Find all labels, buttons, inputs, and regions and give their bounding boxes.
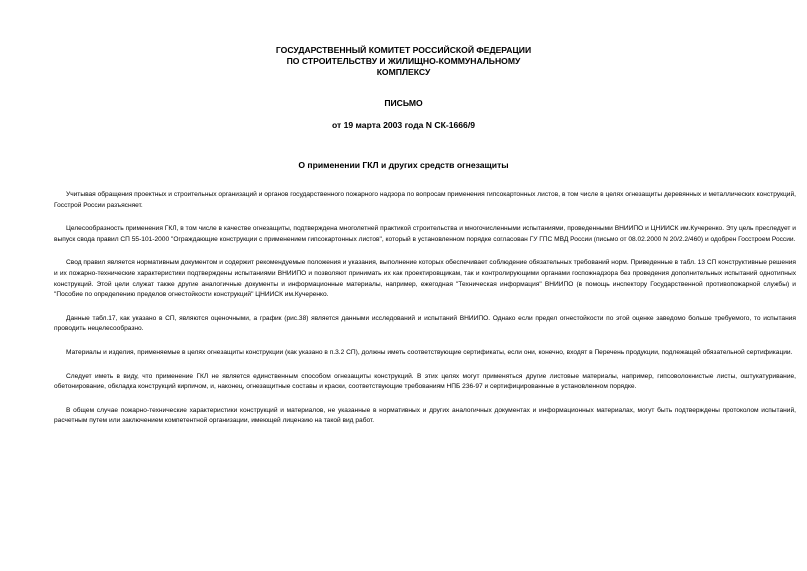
org-line-2: ПО СТРОИТЕЛЬСТВУ И ЖИЛИЩНО-КОММУНАЛЬНОМУ (286, 56, 521, 66)
paragraph-1: Учитывая обращения проектных и строительных организаций и органов государственного пожарного надзора по вопросам применения гипсокартонных листов, в том числе в целях огнезащиты деревянных и металлических конструкций, Госстрой России разъясняет. (54, 191, 796, 209)
paragraph-4: Данные табл.17, как указано в СП, являются оценочными, а график (рис.38) является данными исследований и испытаний ВНИИПО. Однако если предел огнестойкости по этой оценке заведомо больше требуемого, то испытания проводить нецелесообразно. (54, 314, 796, 333)
document-date-number: от 19 марта 2003 года N СК-1666/9 (331, 120, 476, 130)
org-line-1: ГОСУДАРСТВЕННЫЙ КОМИТЕТ РОССИЙСКОЙ ФЕДЕРАЦИИ (275, 45, 532, 55)
document-type: ПИСЬМО (384, 98, 423, 108)
paragraph-3: Свод правил является нормативным документом и содержит рекомендуемые положения и указания, выполнение которых обеспечивает соблюдение обязательных требований норм. Приведенные в табл. 13 СП конструктивные решения и их пожарно-технические характеристики подтверждены испытаниями ВНИИПО и позволяют принимать их как проектировщикам, так и контролирующими органами госпожнадзора без проведения дополнительных испытаний однотипных конструкций. Этой цели служат также другие аналогичные документы и информационные материалы, например, ежегодная "Техническая информация" ВНИИПО (в помощь инспектору Государственной противопожарной службы) и "Пособие по определению пределов огнестойкости конструкций" ЦНИИСК им.Кучеренко. (54, 259, 796, 299)
issuing-organization (0, 45, 807, 78)
document-subject: О применении ГКЛ и других средств огнезащиты (298, 160, 509, 170)
document-body (54, 190, 796, 440)
paragraph-5: Материалы и изделия, применяемые в целях огнезащиты конструкции (как указано в п.3.2 СП), должны иметь соответствующие сертификаты, если они, конечно, входят в Перечень продукции, подлежащей обязательной сертификации. (66, 348, 793, 356)
paragraph-6: Следует иметь в виду, что применение ГКЛ не является единственным способом огнезащиты конструкций. В этих целях могут применяться другие листовые материалы, например, гипсоволокнистые листы, оштукатуривание, обетонирование, обкладка конструкций кирпичом, и, наконец, огнезащитные составы и краски, соответствующие требованиям НПБ 236-97 и сертифицированные в установленном порядке. (54, 372, 796, 391)
org-line-3: КОМПЛЕКСУ (376, 67, 431, 77)
paragraph-7: В общем случае пожарно-технические характеристики конструкций и материалов, не указанные в нормативных и других аналогичных документах и информационных материалах, могут быть подтверждены протоколом испытаний, расчетным путем или заключением компетентной организации, имеющей лицензию на такой вид работ. (54, 406, 796, 425)
paragraph-2: Целесообразность применения ГКЛ, в том числе в качестве огнезащиты, подтверждена многолетней практикой строительства и многочисленными испытаниями, проведенными ВНИИПО и ЦНИИСК им.Кучеренко. Эту цель преследует и выпуск свода правил СП 55-101-2000 "Ограждающие конструкции с применением гипсокартонных листов", который в установленном порядке согласован ГУ ГПС МВД России (письмо от 08.02.2000 N 20/2.2/460) и одобрен Госстроем России. (54, 225, 796, 243)
